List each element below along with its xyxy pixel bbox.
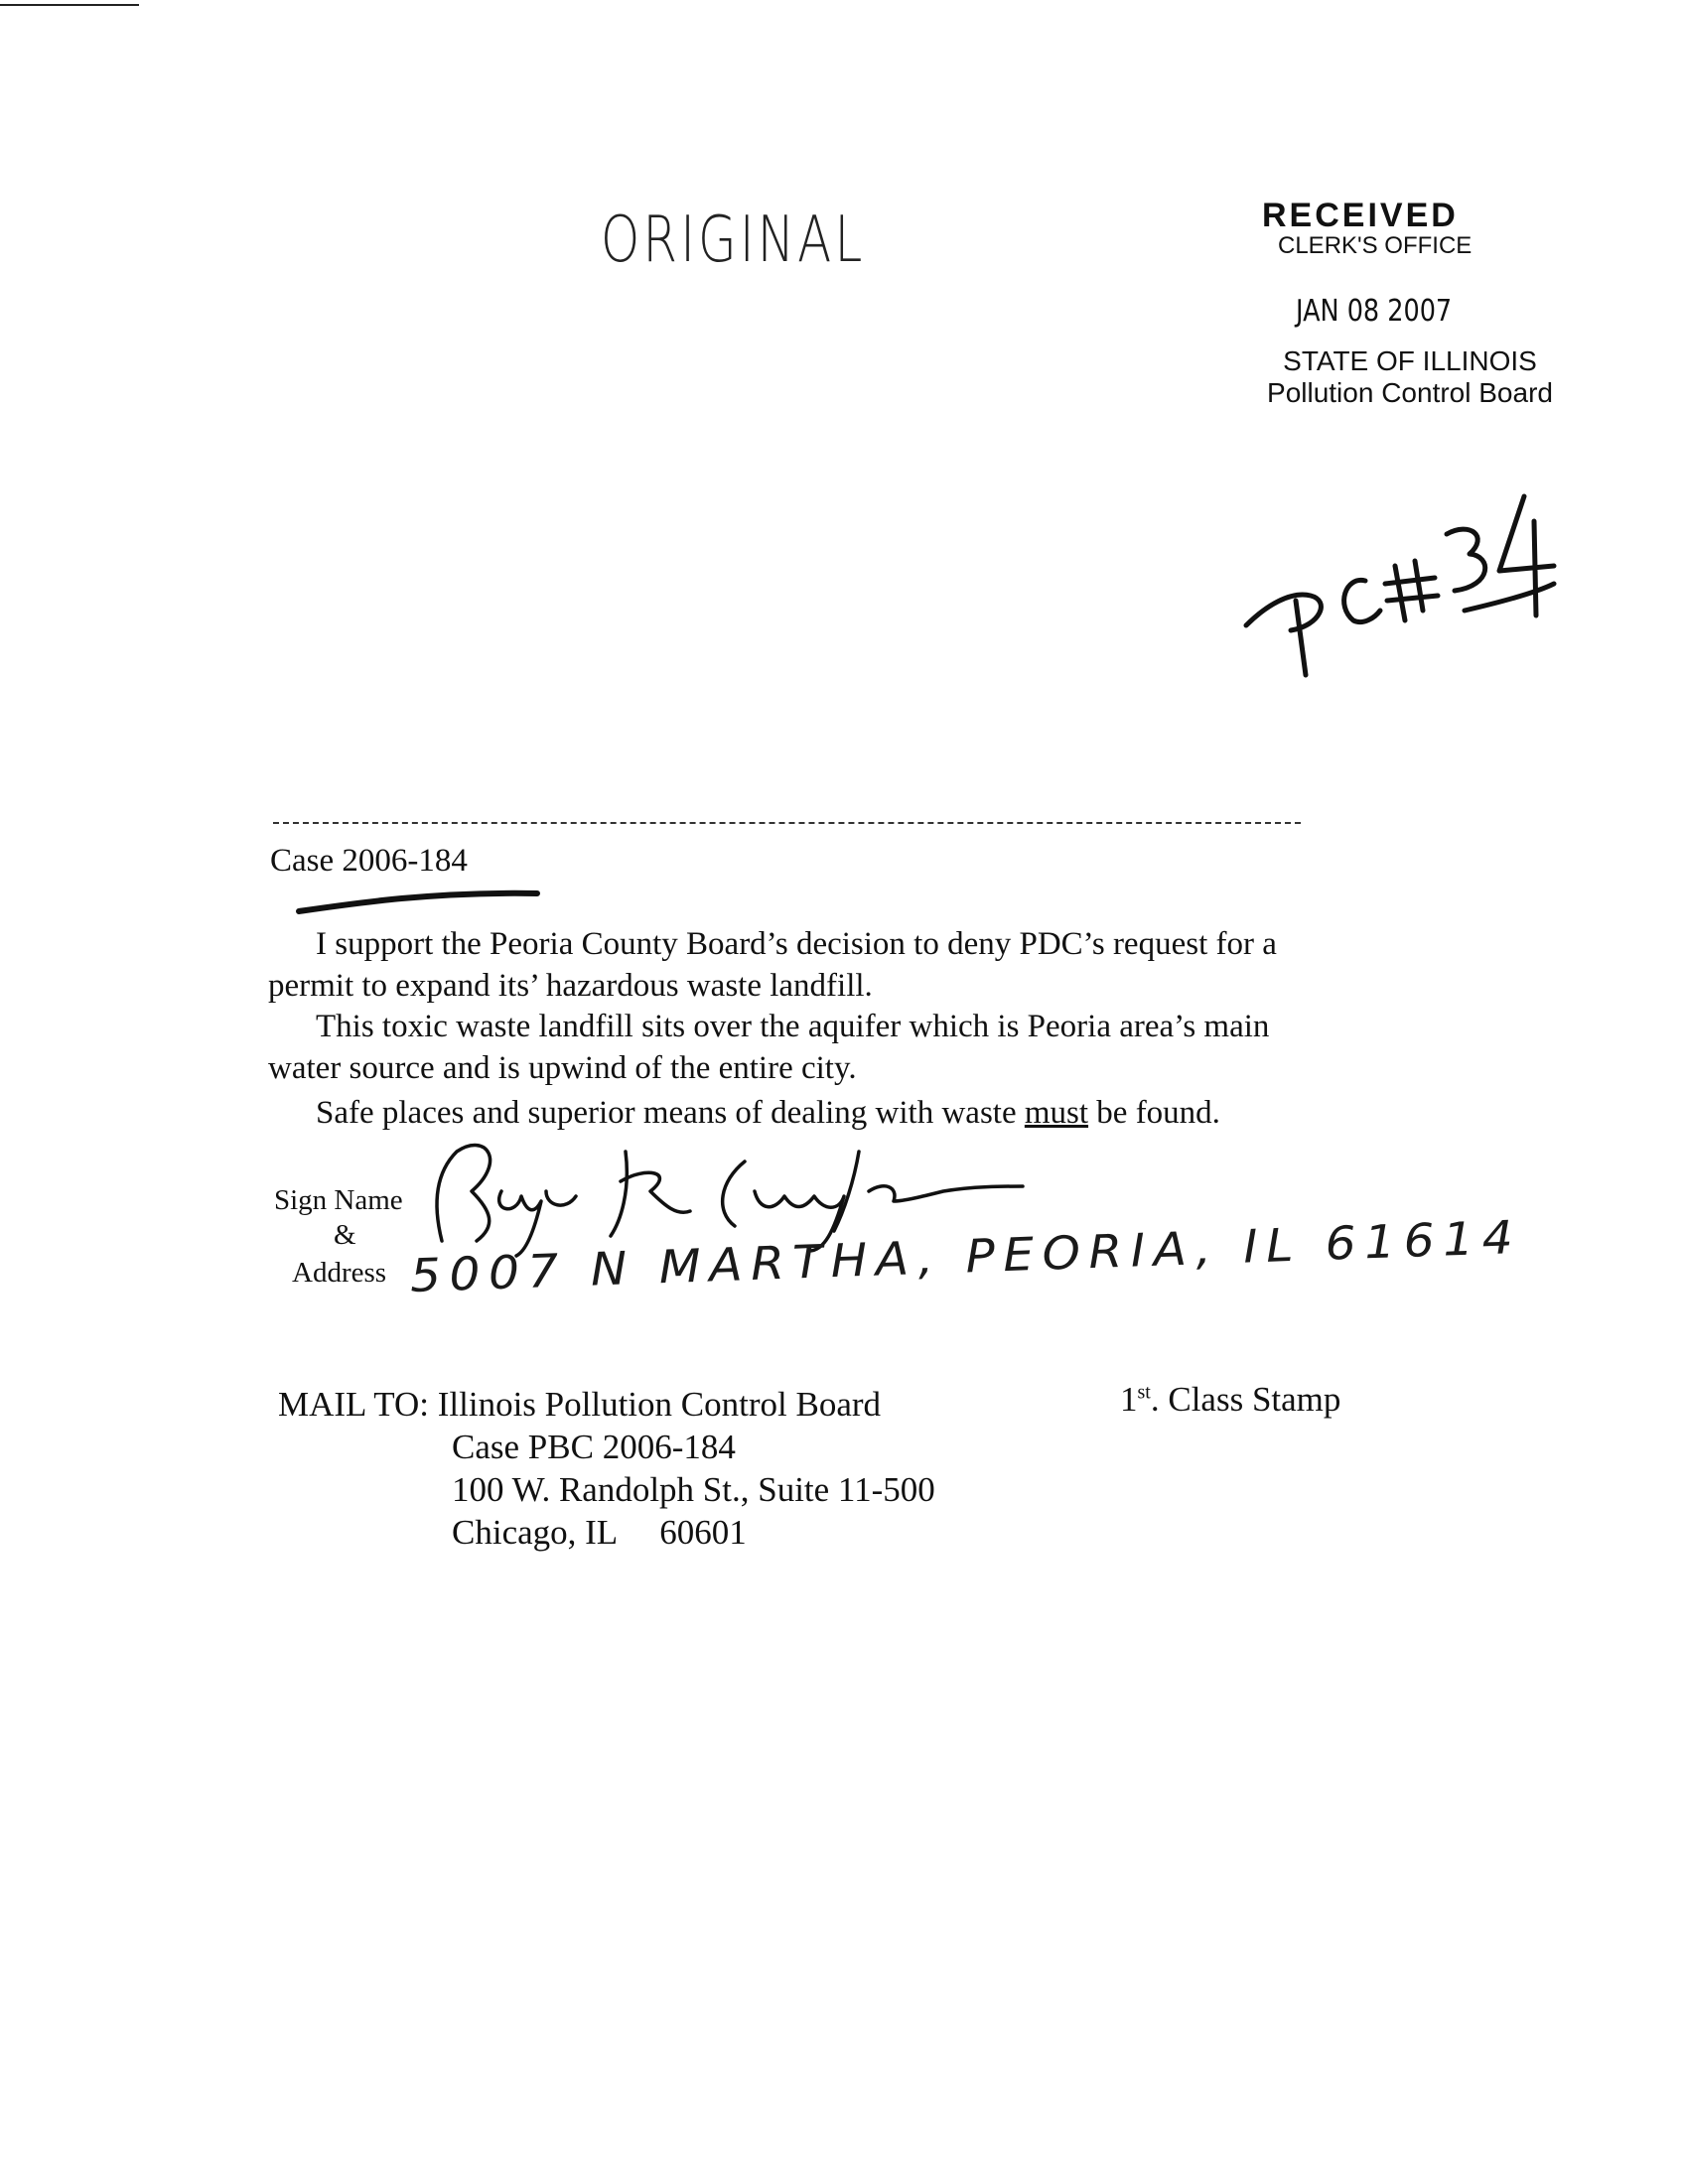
received-stamp-state: STATE OF ILLINOIS [1283,345,1537,376]
paragraph-support [268,923,1277,1007]
paragraph-safe-places [268,1092,1220,1134]
mailing-city-line [278,1511,935,1554]
mailing-address [278,1383,935,1554]
emphasis-must: must [1024,1095,1089,1131]
stamp-ordinal-suffix: st [1137,1381,1151,1404]
dashed-divider [273,822,1301,824]
mailing-case: Case PBC 2006-184 [452,1428,736,1466]
stamp-ordinal: 1 [1120,1380,1138,1419]
paragraph-safe-places-end: be found. [1088,1095,1220,1131]
paragraph-safe-places-start: Safe places and superior means of dealing with waste [316,1095,1025,1131]
paragraph-support-line2: permit to expand its’ hazardous waste landfill. [268,968,873,1004]
ampersand-label: & [334,1219,356,1251]
stamp-text: . Class Stamp [1150,1380,1341,1419]
received-stamp-date: JAN 08 2007 [1296,294,1453,329]
received-stamp-board: Pollution Control Board [1267,377,1553,408]
handwritten-case-underline [294,882,542,921]
corner-rule [0,4,139,6]
received-stamp-office: CLERK'S OFFICE [1278,232,1473,259]
received-stamp-agency [1246,345,1574,409]
stamp-instruction [1120,1380,1340,1420]
handwritten-pc-code [1236,486,1574,685]
mailing-recipient: Illinois Pollution Control Board [437,1385,882,1424]
paragraph-aquifer [268,1006,1269,1089]
paragraph-aquifer-line1: This toxic waste landfill sits over the aquifer which is Peoria area’s main [316,1009,1270,1044]
paragraph-aquifer-line2: water source and is upwind of the entire city. [268,1050,857,1086]
paragraph-support-line1: I support the Peoria County Board’s decision to deny PDC’s request for a [316,926,1277,962]
address-label: Address [292,1257,387,1289]
original-stamp: ORIGINAL [601,204,866,277]
case-number: Case 2006-184 [270,843,468,879]
mailing-street: 100 W. Randolph St., Suite 11-500 [452,1470,935,1509]
mailing-line-1 [278,1383,935,1426]
received-stamp-title: RECEIVED [1262,197,1459,234]
sign-name-label: Sign Name [274,1184,403,1216]
mailing-city: Chicago, IL [452,1513,619,1552]
mailing-zip: 60601 [659,1513,747,1552]
mail-to-prefix: MAIL TO: [278,1385,429,1424]
handwritten-address: 5007 N MARTHA, PEORIA, IL 61614 [409,1209,1522,1302]
